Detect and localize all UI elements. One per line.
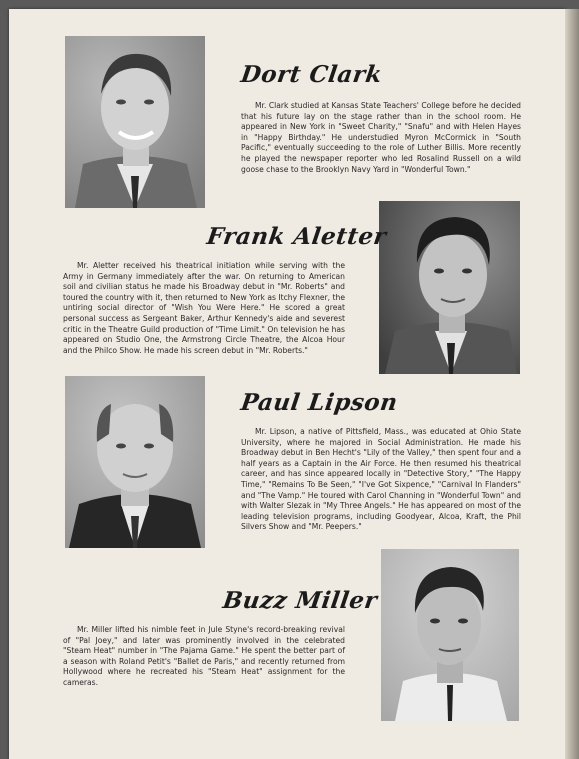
page-edge bbox=[565, 9, 579, 759]
actor-name: Frank Aletter bbox=[205, 223, 389, 250]
photo-paul-lipson bbox=[65, 376, 205, 548]
actor-bio: Mr. Lipson, a native of Pittsfield, Mass., was educated at Ohio State University, where he majored in Social Administration. He made his Broadway debut in Ben Hecht's "Lily of the Valley," then spent four and a half years as a Captain in the Air Force. He then resumed his theatrical career, and has since appeared locally in "Detective Story," "The Happy Time," "Remains To Be Seen," "I've Got Sixpence," "Carnival In Flanders" and "The Vamp." He toured with Carol Channing in "Wonderful Town" and with Walter Slezak in "My Three Angels." He has appeared on most of the leading television programs, including Goodyear, Alcoa, Kraft, the Phil Silvers Show and "Mr. Peepers." bbox=[241, 427, 521, 532]
actor-bio: Mr. Clark studied at Kansas State Teachers' College before he decided that his future lay on the stage rather than in the school room. He appeared in New York in "Sweet Charity," "Snafu" and with Helen Hayes in "Happy Birthday." He understudied Myron McCormick in "South Pacific," eventually succeeding to the role of Luther Billis. More recently he played the newspaper reporter who led Rosalind Russell on a wild goose chase to the Brooklyn Navy Yard in "Wonderful Town." bbox=[241, 101, 521, 174]
actor-name: Buzz Miller bbox=[221, 587, 380, 614]
program-page bbox=[9, 9, 565, 759]
photo-dort-clark bbox=[65, 36, 205, 208]
photo-frank-aletter bbox=[379, 201, 520, 374]
portrait-image bbox=[65, 376, 205, 548]
portrait-image bbox=[379, 201, 520, 374]
portrait-image bbox=[65, 36, 205, 208]
actor-bio: Mr. Miller lifted his nimble feet in Jule Styne's record-breaking revival of "Pal Joey," and later was prominently involved in the celebrated "Steam Heat" number in "The Pajama Game." He spent the better part of a season with Roland Petit's "Ballet de Paris," and recently returned from Hollywood where he recreated his "Steam Heat" assignment for the cameras. bbox=[63, 625, 345, 687]
actor-name: Paul Lipson bbox=[239, 389, 400, 416]
photo-buzz-miller bbox=[381, 549, 519, 721]
portrait-image bbox=[381, 549, 519, 721]
actor-name: Dort Clark bbox=[239, 61, 384, 88]
actor-bio: Mr. Aletter received his theatrical initiation while serving with the Army in Germany immediately after the war. On returning to American soil and civilian status he made his Broadway debut in "Mr. Roberts" and toured the country with it, then returned to New York as Itchy Flexner, the untiring social director of "Wish You Were Here." He scored a great personal success as Sergeant Baker, Arthur Kennedy's aide and severest critic in the Theatre Guild production of "Time Limit." On television he has appeared on Studio One, the Armstrong Circle Theatre, the Alcoa Hour and the Philco Show. He made his screen debut in "Mr. Roberts." bbox=[63, 261, 345, 355]
